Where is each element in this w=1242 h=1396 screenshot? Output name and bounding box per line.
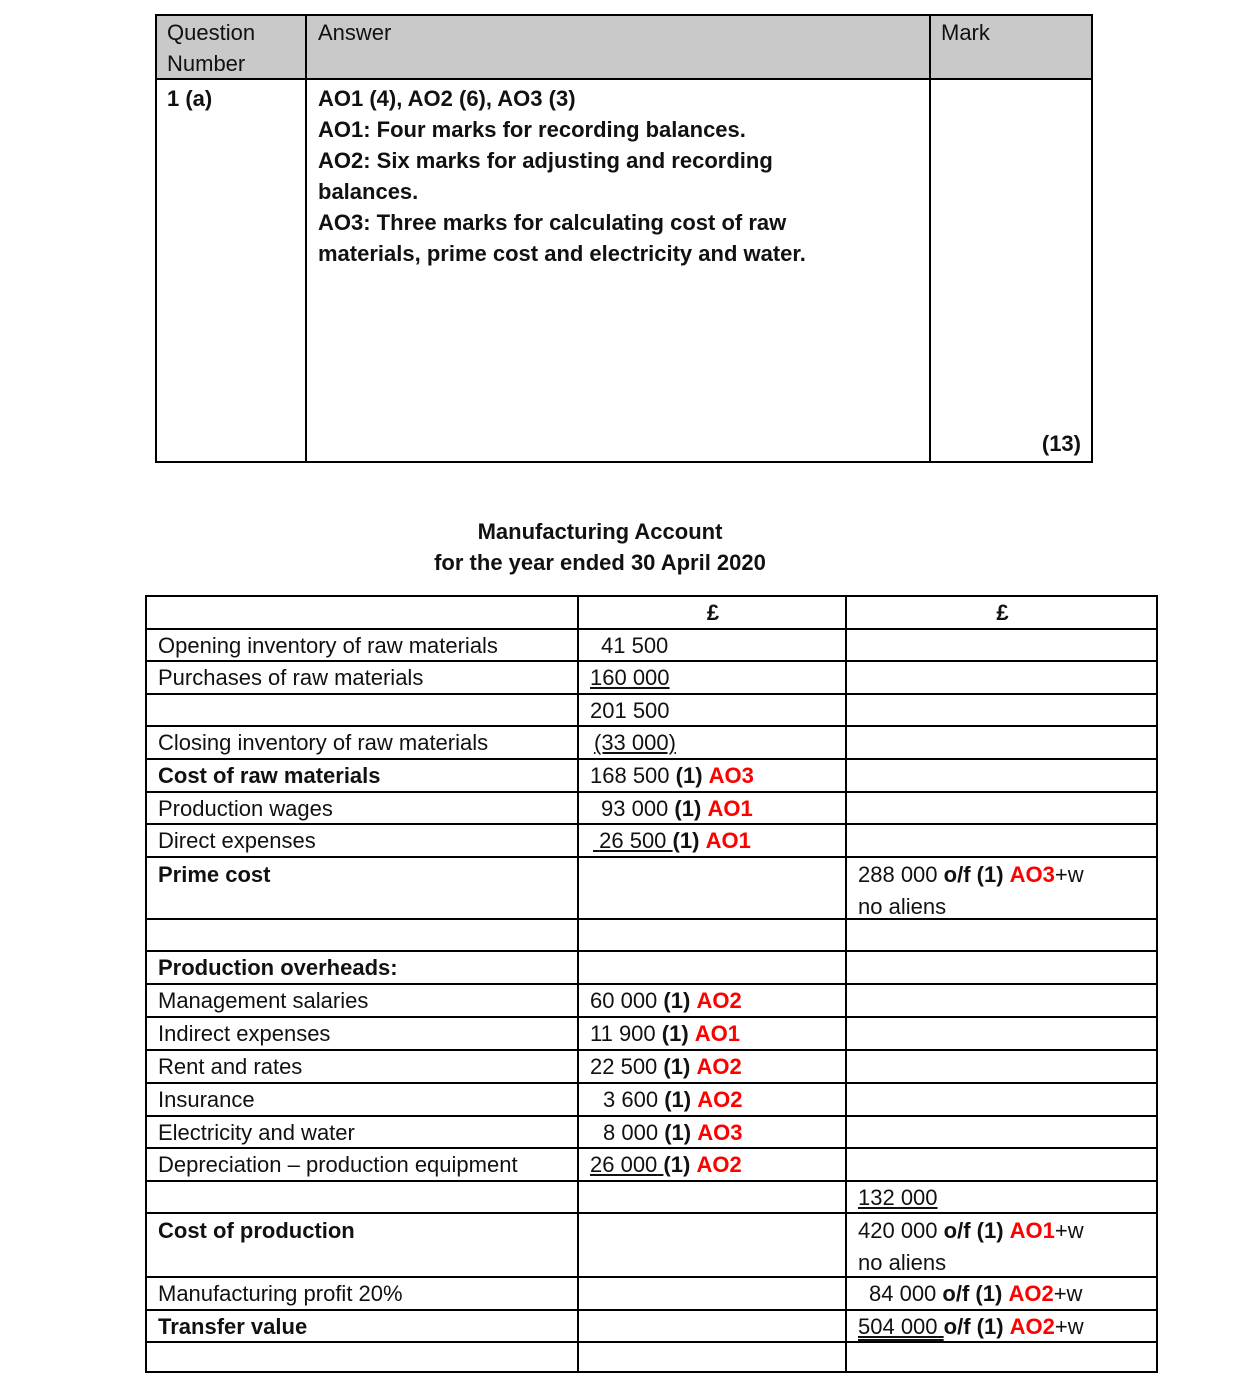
table-row xyxy=(147,1182,1156,1214)
ao-tag: AO3 xyxy=(1009,862,1055,887)
header-answer: Answer xyxy=(318,20,392,45)
row-amount: 26 000 (1) AO2 xyxy=(590,1152,742,1177)
row-label: Insurance xyxy=(158,1087,255,1112)
row-label: Cost of raw materials xyxy=(158,763,381,788)
row-amount: 8 000 (1) AO3 xyxy=(603,1120,743,1145)
row-label: Management salaries xyxy=(158,988,369,1013)
answer-line: materials, prime cost and electricity and water. xyxy=(318,241,806,266)
row-amount: 11 900 (1) AO1 xyxy=(590,1021,741,1046)
table-row xyxy=(147,825,1156,858)
table-row xyxy=(147,1214,1156,1278)
ao-tag: AO2 xyxy=(696,1152,742,1177)
ao-tag: AO3 xyxy=(708,763,754,788)
row-label: Electricity and water xyxy=(158,1120,355,1145)
row-label: Transfer value xyxy=(158,1314,308,1339)
answer-text xyxy=(318,83,806,269)
row-amount: 168 500 (1) AO3 xyxy=(590,763,754,788)
header-question-line1: Question xyxy=(167,20,256,45)
row-label: Depreciation – production equipment xyxy=(158,1152,518,1177)
table-row xyxy=(147,630,1156,662)
account-title: Manufacturing Account xyxy=(477,519,723,544)
row-label: Direct expenses xyxy=(158,828,316,853)
header-question-number xyxy=(167,17,255,79)
table-row xyxy=(147,1278,1156,1311)
ao-tag: AO1 xyxy=(1009,1218,1055,1243)
table-row xyxy=(147,760,1156,793)
row-amount: (33 000) xyxy=(594,730,676,755)
ao-tag: AO2 xyxy=(1009,1314,1055,1339)
answer-line: AO2: Six marks for adjusting and recording xyxy=(318,148,773,173)
table-row xyxy=(147,985,1156,1018)
ao-tag: AO1 xyxy=(707,796,753,821)
column-divider xyxy=(305,16,307,461)
table-row xyxy=(147,1018,1156,1051)
row-amount: 84 000 o/f (1) AO2+w xyxy=(869,1281,1083,1306)
ao-tag: AO2 xyxy=(696,988,742,1013)
row-label: Closing inventory of raw materials xyxy=(158,730,489,755)
pound-header: £ xyxy=(996,600,1009,625)
answer-line: AO1: Four marks for recording balances. xyxy=(318,117,746,142)
ao-tag: AO2 xyxy=(1008,1281,1054,1306)
table-row xyxy=(147,858,1156,920)
answer-line: AO3: Three marks for calculating cost of raw xyxy=(318,210,787,235)
row-amount: 201 500 xyxy=(590,698,670,723)
answer-line: balances. xyxy=(318,179,419,204)
row-label: Opening inventory of raw materials xyxy=(158,633,498,658)
table-row xyxy=(147,1051,1156,1084)
table-row xyxy=(147,695,1156,727)
row-label: Manufacturing profit 20% xyxy=(158,1281,403,1306)
section-label: Production overheads: xyxy=(158,955,398,980)
question-number: 1 (a) xyxy=(167,86,213,111)
row-amount: 60 000 (1) AO2 xyxy=(590,988,742,1013)
table-row xyxy=(147,1311,1156,1343)
account-subtitle: for the year ended 30 April 2020 xyxy=(434,550,766,575)
row-amount: 288 000 o/f (1) AO3+w no aliens xyxy=(858,862,1084,919)
answer-line: AO1 (4), AO2 (6), AO3 (3) xyxy=(318,86,576,111)
header-question-line2: Number xyxy=(167,51,246,76)
manufacturing-account-table xyxy=(145,595,1158,1373)
table-row xyxy=(147,727,1156,760)
row-label: Rent and rates xyxy=(158,1054,303,1079)
mark-scheme-table xyxy=(155,14,1093,463)
row-amount: 504 000 o/f (1) AO2+w xyxy=(858,1314,1084,1339)
row-amount: 22 500 (1) AO2 xyxy=(590,1054,742,1079)
row-amount: 3 600 (1) AO2 xyxy=(603,1087,743,1112)
row-label: Prime cost xyxy=(158,862,271,887)
ao-tag: AO2 xyxy=(697,1087,743,1112)
row-amount: 160 000 xyxy=(590,665,670,690)
row-label: Cost of production xyxy=(158,1218,355,1243)
total-mark: (13) xyxy=(1041,431,1081,456)
table-row xyxy=(147,920,1156,952)
table-row xyxy=(147,1117,1156,1149)
header-mark: Mark xyxy=(941,20,990,45)
table-row xyxy=(147,952,1156,985)
ao-tag: AO2 xyxy=(696,1054,742,1079)
row-label: Purchases of raw materials xyxy=(158,665,424,690)
row-amount: 132 000 xyxy=(858,1185,938,1210)
row-amount: 41 500 xyxy=(601,633,669,658)
ao-tag: AO1 xyxy=(694,1021,741,1046)
row-amount: 93 000 (1) AO1 xyxy=(601,796,753,821)
table-row xyxy=(147,1343,1156,1373)
row-amount: 26 500 (1) AO1 xyxy=(599,828,751,853)
table-row xyxy=(147,1149,1156,1182)
ao-tag: AO3 xyxy=(697,1120,743,1145)
table-header-row xyxy=(147,597,1156,630)
column-divider xyxy=(929,16,931,461)
ao-tag: AO1 xyxy=(705,828,751,853)
table-row xyxy=(147,793,1156,825)
row-amount: 420 000 o/f (1) AO1+w no aliens xyxy=(858,1218,1084,1275)
table-row xyxy=(147,662,1156,695)
pound-header: £ xyxy=(706,600,720,625)
row-label: Indirect expenses xyxy=(158,1021,331,1046)
table-row xyxy=(147,1084,1156,1117)
row-label: Production wages xyxy=(158,796,333,821)
